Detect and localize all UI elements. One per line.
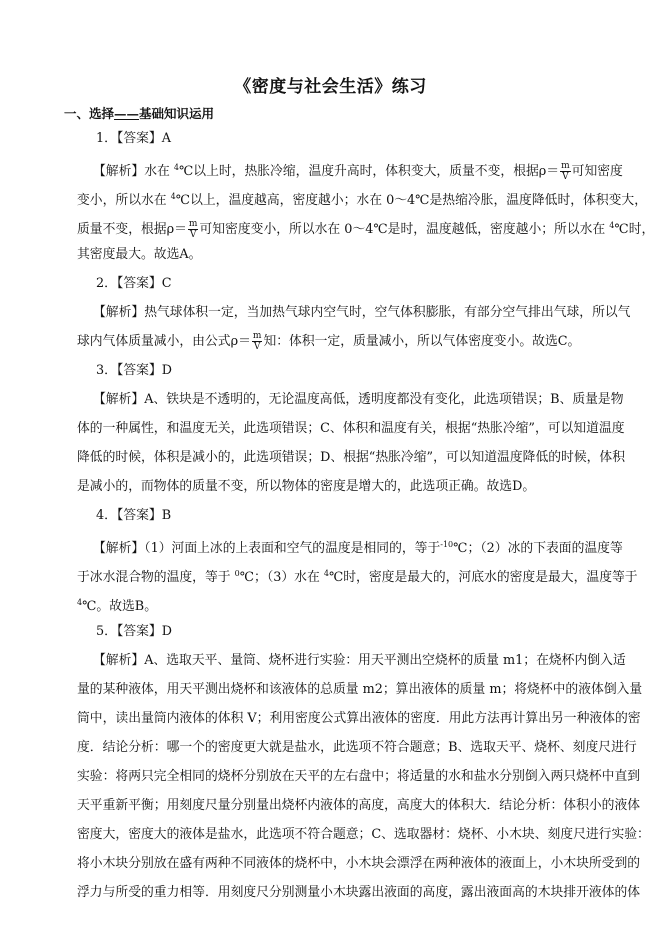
superscript: 4 <box>609 221 615 230</box>
analysis-5-line-6: 天平重新平衡；用刻度尺量分别量出烧杯内液体的高度，高度大的体积大．结论分析：体积小的液体 <box>77 798 641 813</box>
analysis-5-line-5: 实验：将两只完全相同的烧杯分别放在天平的左右盘中；将适量的水和盐水分别倒入两只烧杯中直到 <box>77 769 641 784</box>
analysis-5-line-7: 密度大，密度大的液体是盐水，此选项不符合题意；C、选取器材：烧杯、小木块、刻度尺进行实验： <box>77 827 650 842</box>
section-heading <box>64 104 214 122</box>
answer-5: 5．【答案】D <box>96 624 172 639</box>
analysis-4-line-1 <box>77 530 623 559</box>
text-segment: 变小，所以水在 <box>77 193 171 208</box>
analysis-5-line-3: 筒中，读出量筒内液体的体积 V；利用密度公式算出液体的密度．用此方法再计算出另一种液体的密 <box>77 711 641 726</box>
text-segment: ℃；（3）水在 <box>239 570 324 585</box>
analysis-5-line-2: 量的某种液体，用天平测出烧杯和该液体的总质量 m2；算出液体的质量 m；将烧杯中的液体倒入量 <box>77 682 643 697</box>
section-suffix: 基础知识运用 <box>139 106 215 121</box>
density-fraction <box>252 331 263 352</box>
answer-1: 1．【答案】A <box>96 131 171 146</box>
superscript: 0 <box>234 569 240 578</box>
text-segment: 知：体积一定，质量减小，所以气体密度变小。故选C。 <box>263 334 581 349</box>
fraction-numerator: m <box>252 331 262 341</box>
answer-body <box>77 124 655 907</box>
superscript: 4 <box>173 163 179 172</box>
page-title: 《密度与社会生活》练习 <box>234 77 427 97</box>
superscript: -10 <box>440 540 454 549</box>
analysis-2-line-1: 【解析】热气球体积一定，当加热气球内空气时，空气体积膨胀，有部分空气排出气球，所以气 <box>93 305 631 320</box>
analysis-1-line-2 <box>77 182 648 211</box>
text-segment: 质量不变，根据ρ＝ <box>77 222 187 237</box>
text-segment: 【解析】水在 <box>93 164 174 179</box>
superscript: 4 <box>77 598 83 607</box>
section-prefix: 一、选择 <box>64 106 115 121</box>
fraction-numerator: m <box>561 161 570 171</box>
analysis-2-line-2 <box>77 327 597 356</box>
text-segment: 球内气体质量减小，由公式ρ＝ <box>77 334 251 349</box>
fraction-denominator: V <box>253 342 261 352</box>
text-segment: ℃时， <box>614 222 655 237</box>
analysis-3-line-2: 体的一种属性，和温度无关，此选项错误；C、体积和温度有关，根据“热胀冷缩”，可以知道温度 <box>77 421 625 436</box>
text-segment: 于冰水混合物的温度，等于 <box>77 570 235 585</box>
text-segment: ℃以上时，热胀冷缩，温度升高时，体积变大，质量不变，根据ρ＝ <box>178 164 560 179</box>
analysis-5-line-8: 将小木块分别放在盛有两种不同液体的烧杯中，小木块会漂浮在两种液体的液面上，小木块所受到的 <box>77 856 641 871</box>
analysis-3-line-3: 降低的时候，体积是减小的，此选项错误；D、根据“热胀冷缩”，可以知道温度降低的时候，体积 <box>77 450 626 465</box>
text-segment: ℃以上，温度越高，密度越小；水在 0～4℃是热缩冷胀，温度降低时，体积变大， <box>175 193 648 208</box>
text-segment: 【解析】（1）河面上冰的上表面和空气的温度是相同的，等于 <box>93 541 441 556</box>
analysis-1-line-3 <box>77 211 655 240</box>
answer-3: 3．【答案】D <box>96 363 172 378</box>
density-fraction <box>560 161 571 182</box>
analysis-3-line-1: 【解析】A、铁块是不透明的，无论温度高低，透明度都没有变化，此选项错误；B、质量是物 <box>93 392 624 407</box>
analysis-5-line-9: 浮力与所受的重力相等．用刻度尺分别测量小木块露出液面的高度，露出液面高的木块排开液体的体 <box>77 885 641 900</box>
analysis-4-line-2 <box>77 559 638 588</box>
superscript: 4 <box>323 569 329 578</box>
analysis-5-line-1: 【解析】A、选取天平、量筒、烧杯进行实验：用天平测出空烧杯的质量 m1；在烧杯内倒入适 <box>93 653 626 668</box>
superscript: 4 <box>170 192 176 201</box>
section-dash: —— <box>114 106 140 121</box>
text-segment: 可知密度变小，所以水在 0～4℃是时，温度越低，密度越小；所以水在 <box>199 222 610 237</box>
text-segment: ℃时，密度是最大的，河底水的密度是最大，温度等于 <box>328 570 638 585</box>
analysis-5-line-4: 度．结论分析：哪一个的密度更大就是盐水，此选项不符合题意；B、选取天平、烧杯、刻度尺进行 <box>77 740 637 755</box>
analysis-1-line-1 <box>77 153 623 182</box>
analysis-4-line-3 <box>77 588 597 617</box>
text-segment: ℃；（2）冰的下表面的温度等 <box>453 541 623 556</box>
text-segment: 可知密度 <box>571 164 623 179</box>
fraction-numerator: m <box>188 219 198 229</box>
analysis-3-line-4: 是减小的，而物体的质量不变，所以物体的密度是增大的，此选项正确。故选D。 <box>77 479 536 494</box>
answer-2: 2．【答案】C <box>96 276 172 291</box>
text-segment: ℃。故选B。 <box>82 599 158 614</box>
fraction-denominator: V <box>562 172 569 182</box>
analysis-1-line-4: 其密度最大。故选A。 <box>77 247 202 262</box>
density-fraction <box>188 219 199 240</box>
fraction-denominator: V <box>189 230 197 240</box>
answer-4: 4．【答案】B <box>96 508 172 523</box>
